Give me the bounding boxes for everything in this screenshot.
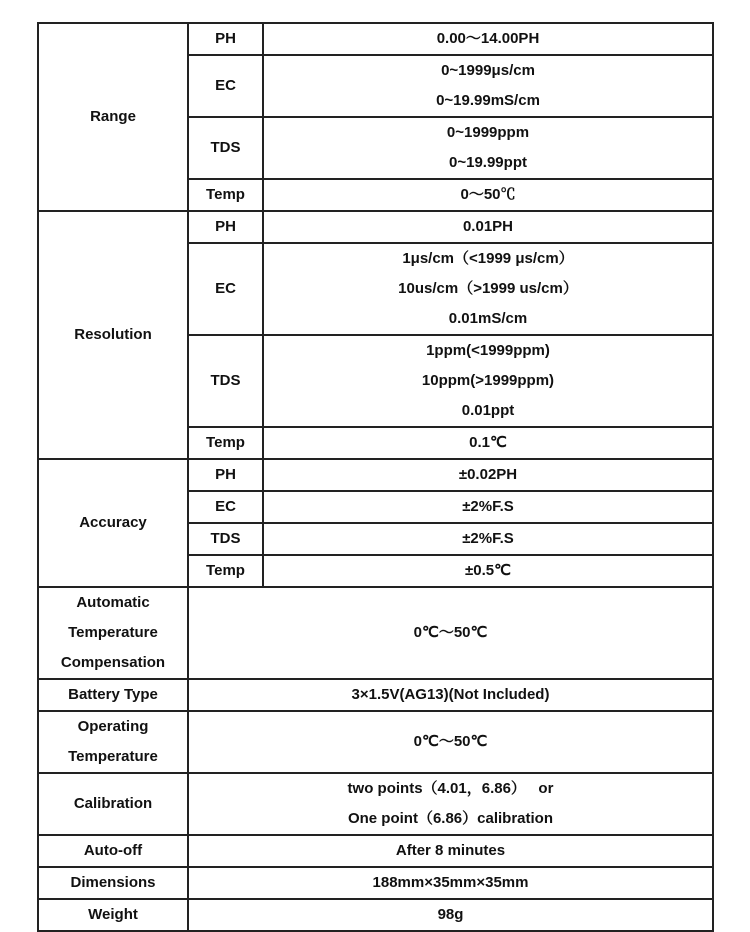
- spec-value: ±0.5℃: [263, 555, 713, 587]
- spec-value: ±2%F.S: [263, 523, 713, 555]
- table-row: [38, 23, 713, 55]
- param-label: TDS: [188, 335, 263, 427]
- spec-value: 0.1℃: [263, 427, 713, 459]
- param-label: TDS: [188, 117, 263, 179]
- value-line: 0~1999ppm: [446, 124, 530, 141]
- label-line: Temperature: [68, 624, 158, 641]
- table-row: [38, 899, 713, 931]
- spec-value: 0.00～14.00PH: [263, 23, 713, 55]
- label-line: Automatic: [76, 594, 150, 611]
- spec-label: Battery Type: [38, 679, 188, 711]
- spec-value: [188, 773, 713, 835]
- value-line: two points（4.01，6.86） or: [347, 780, 554, 797]
- spec-label: Dimensions: [38, 867, 188, 899]
- spec-value: 0℃～50℃: [188, 711, 713, 773]
- spec-value: [263, 335, 713, 427]
- spec-value: 188mm×35mm×35mm: [188, 867, 713, 899]
- spec-value: [263, 55, 713, 117]
- spec-value: [263, 117, 713, 179]
- value-line: 0.01ppt: [461, 402, 515, 419]
- spec-value: 3×1.5V(AG13)(Not Included): [188, 679, 713, 711]
- label-line: Compensation: [60, 654, 166, 671]
- spec-value: [263, 243, 713, 335]
- spec-label: [38, 587, 188, 679]
- value-line: One point（6.86）calibration: [347, 810, 554, 827]
- spec-value: 0.01PH: [263, 211, 713, 243]
- param-label: TDS: [188, 523, 263, 555]
- table-row: [38, 711, 713, 773]
- spec-value: 98g: [188, 899, 713, 931]
- section-accuracy: Accuracy: [38, 459, 188, 587]
- value-line: 0~19.99ppt: [449, 154, 527, 171]
- label-line: Temperature: [68, 748, 158, 765]
- param-label: PH: [188, 459, 263, 491]
- param-label: Temp: [188, 179, 263, 211]
- param-label: EC: [188, 491, 263, 523]
- table-row: [38, 679, 713, 711]
- spec-value: ±0.02PH: [263, 459, 713, 491]
- table-row: [38, 835, 713, 867]
- param-label: EC: [188, 243, 263, 335]
- value-line: 10us/cm（>1999 us/cm）: [398, 280, 578, 297]
- value-line: 0~19.99mS/cm: [436, 92, 540, 109]
- value-line: 0.01mS/cm: [448, 310, 528, 327]
- spec-value: 0～50℃: [263, 179, 713, 211]
- spec-label: Calibration: [38, 773, 188, 835]
- param-label: Temp: [188, 555, 263, 587]
- spec-value: After 8 minutes: [188, 835, 713, 867]
- table-row: [38, 773, 713, 835]
- table-row: [38, 587, 713, 679]
- spec-label: Weight: [38, 899, 188, 931]
- param-label: Temp: [188, 427, 263, 459]
- value-line: 1ppm(<1999ppm): [426, 342, 550, 359]
- section-resolution: Resolution: [38, 211, 188, 459]
- spec-value: ±2%F.S: [263, 491, 713, 523]
- table-row: [38, 211, 713, 243]
- spec-label: [38, 711, 188, 773]
- value-line: 10ppm(>1999ppm): [421, 372, 555, 389]
- param-label: PH: [188, 23, 263, 55]
- table-row: [38, 867, 713, 899]
- table-row: [38, 459, 713, 491]
- param-label: EC: [188, 55, 263, 117]
- value-line: 1μs/cm（<1999 μs/cm）: [402, 250, 574, 267]
- value-line: 0~1999μs/cm: [441, 62, 535, 79]
- spec-table: [37, 22, 714, 932]
- spec-label: Auto-off: [38, 835, 188, 867]
- section-range: Range: [38, 23, 188, 211]
- param-label: PH: [188, 211, 263, 243]
- label-line: Operating: [77, 718, 149, 735]
- spec-value: 0℃～50℃: [188, 587, 713, 679]
